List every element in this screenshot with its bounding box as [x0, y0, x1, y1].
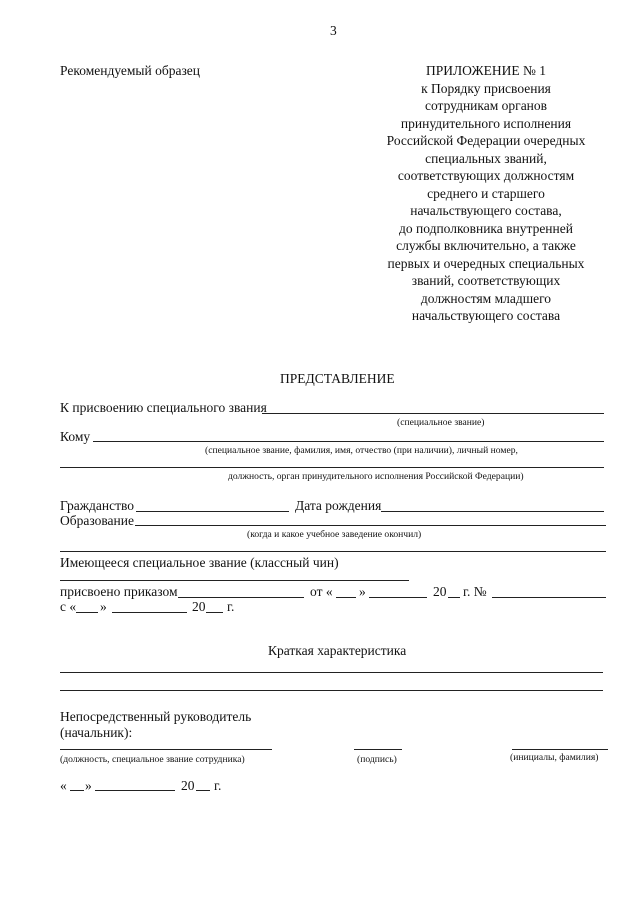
- date-year-field[interactable]: [196, 790, 210, 791]
- to-label: Кому: [60, 429, 91, 444]
- appendix-line: сотрудникам органов: [424, 98, 548, 113]
- name-hint: (инициалы, фамилия): [510, 752, 599, 763]
- appendix-block: [370, 62, 602, 325]
- date-close-quote: »: [85, 778, 92, 793]
- appendix-line: Российской Федерации очередных: [386, 133, 586, 148]
- current-rank-label: Имеющееся специальное звание (классный чин): [60, 555, 339, 570]
- order-from-label: от «: [310, 584, 333, 599]
- order-year-field[interactable]: [448, 597, 460, 598]
- appendix-line: среднего и старшего: [427, 185, 545, 201]
- characteristic-field-1[interactable]: [60, 672, 603, 673]
- signature-hint: (подпись): [357, 754, 397, 765]
- order-field[interactable]: [178, 597, 304, 598]
- order-number-label: г. №: [463, 584, 487, 599]
- education-field[interactable]: [135, 525, 606, 526]
- date-day-field[interactable]: [70, 790, 84, 791]
- current-rank-field[interactable]: [60, 580, 409, 581]
- date-month-field[interactable]: [95, 790, 175, 791]
- order-year-prefix: 20: [433, 584, 447, 599]
- since-quote-close: »: [100, 599, 107, 614]
- brief-characteristic-title: Краткая характеристика: [268, 643, 407, 658]
- appendix-line: до подполковника внутренней: [399, 220, 573, 236]
- education-label: Образование: [60, 513, 134, 528]
- to-field[interactable]: [93, 441, 604, 442]
- appendix-line: первых и очередных специальных: [387, 255, 585, 271]
- appendix-line: специальных званий,: [425, 150, 547, 166]
- appendix-line: начальствующего состава: [411, 308, 561, 323]
- to-field-2[interactable]: [60, 467, 604, 468]
- supervisor-label-2: (начальник):: [60, 725, 133, 740]
- signature-field[interactable]: [354, 749, 402, 750]
- order-day-field[interactable]: [336, 597, 356, 598]
- assigned-by-order-label: присвоено приказом: [60, 584, 178, 599]
- since-month-field[interactable]: [112, 612, 187, 613]
- education-hint: (когда и какое учебное заведение окончил): [247, 529, 422, 540]
- date-year-prefix: 20: [181, 778, 195, 793]
- since-year-field[interactable]: [206, 612, 223, 613]
- appendix-line: должностям младшего: [420, 290, 552, 306]
- appendix-line: начальствующего состава,: [410, 203, 562, 218]
- page-number: 3: [330, 23, 337, 38]
- appendix-line: принудительного исполнения: [400, 115, 572, 131]
- appendix-line: к Порядку присвоения: [421, 80, 551, 96]
- appendix-line: званий, соответствующих: [411, 273, 561, 288]
- characteristic-field-2[interactable]: [60, 690, 603, 691]
- position-field[interactable]: [60, 749, 272, 750]
- rank-assignment-hint: (специальное звание): [397, 417, 485, 428]
- since-year-suffix: г.: [227, 599, 235, 614]
- order-quote-close: »: [359, 584, 366, 599]
- rank-assignment-field[interactable]: [262, 413, 604, 414]
- citizenship-field[interactable]: [136, 511, 289, 512]
- to-hint-2: должность, орган принудительного исполнения Российской Федерации): [228, 471, 524, 482]
- since-open-label: с «: [60, 599, 77, 614]
- birth-date-field[interactable]: [381, 511, 604, 512]
- birth-date-label: Дата рождения: [295, 498, 382, 513]
- citizenship-label: Гражданство: [60, 498, 135, 513]
- supervisor-label: Непосредственный руководитель: [60, 709, 252, 724]
- to-hint-1: (специальное звание, фамилия, имя, отчество (при наличии), личный номер,: [205, 445, 518, 456]
- education-field-2[interactable]: [60, 551, 606, 552]
- since-year-prefix: 20: [192, 599, 206, 614]
- position-hint: (должность, специальное звание сотрудника): [60, 754, 245, 765]
- order-month-field[interactable]: [369, 597, 427, 598]
- appendix-line: службы включительно, а также: [396, 238, 576, 253]
- form-title: ПРЕДСТАВЛЕНИЕ: [280, 371, 395, 386]
- appendix-line: соответствующих должностям: [397, 168, 575, 183]
- name-field[interactable]: [512, 749, 608, 750]
- date-year-suffix: г.: [214, 778, 222, 793]
- appendix-title: ПРИЛОЖЕНИЕ № 1: [425, 63, 547, 78]
- since-day-field[interactable]: [76, 612, 98, 613]
- order-number-field[interactable]: [492, 597, 606, 598]
- date-open-quote: «: [60, 778, 67, 793]
- recommended-sample-label: Рекомендуемый образец: [60, 63, 201, 78]
- rank-assignment-label: К присвоению специального звания: [60, 400, 267, 415]
